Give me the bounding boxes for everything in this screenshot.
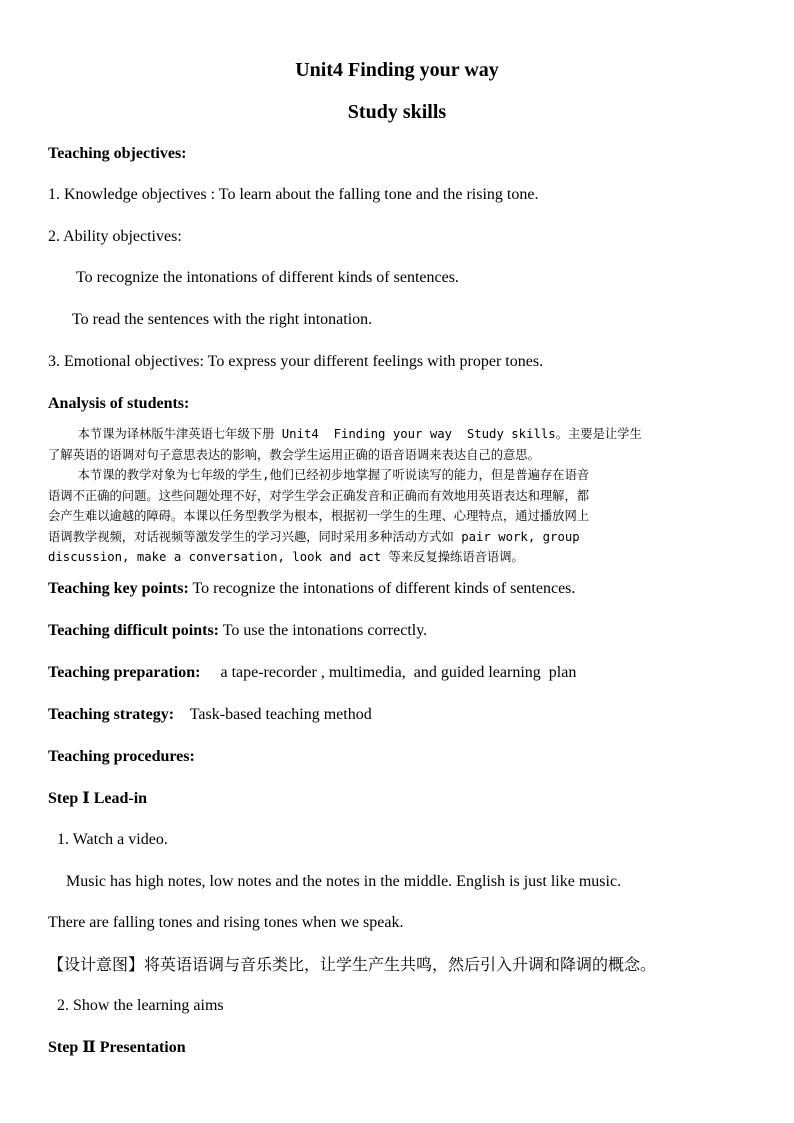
teaching-strategy xyxy=(48,705,372,725)
step1-item-learning-aims: 2. Show the learning aims xyxy=(57,997,224,1014)
teaching-preparation xyxy=(48,663,576,683)
analysis-line: 会产生难以逾越的障碍。本课以任务型教学为根本，根据初一学生的生理、心理特点，通过播放网上 xyxy=(48,509,590,523)
key-points-text: To recognize the intonations of different kinds of sentences. xyxy=(188,580,576,597)
strategy-label: Teaching strategy: xyxy=(48,706,175,723)
analysis-line: 语调不正确的问题。这些问题处理不好，对学生学会正确发音和正确而有效地用英语表达和理解，都 xyxy=(48,488,590,503)
document-title: Unit4 Finding your way xyxy=(295,59,499,81)
objective-emotional: 3. Emotional objectives: To express your different feelings with proper tones. xyxy=(48,353,544,370)
difficult-points xyxy=(48,621,427,641)
step2-heading: Step Ⅱ Presentation xyxy=(48,1039,186,1056)
strategy-text: Task-based teaching method xyxy=(174,706,372,723)
key-points-label: Teaching key points: xyxy=(48,580,189,597)
analysis-line: discussion, make a conversation, look and act 等来反复操练语音语调。 xyxy=(48,550,524,564)
objective-ability-read: To read the sentences with the right intonation. xyxy=(72,311,373,328)
analysis-line: 语调教学视频，对话视频等激发学生的学习兴趣，同时采用多种活动方式如 pair work, group xyxy=(48,529,580,544)
procedures-heading: Teaching procedures: xyxy=(48,748,195,765)
difficult-points-label: Teaching difficult points: xyxy=(48,622,219,639)
step1-tones-text: There are falling tones and rising tones when we speak. xyxy=(48,914,404,931)
key-points xyxy=(48,579,575,599)
document-subtitle: Study skills xyxy=(347,101,447,123)
objectives-heading: Teaching objectives: xyxy=(48,145,187,162)
objective-ability-recognize: To recognize the intonations of different kinds of sentences. xyxy=(76,269,459,286)
analysis-line: 本节课的教学对象为七年级的学生,他们已经初步地掌握了听说读写的能力，但是普遍存在语音 xyxy=(48,468,590,482)
step1-design-intent: 【设计意图】将英语语调与音乐类比，让学生产生共鸣，然后引入升调和降调的概念。 xyxy=(48,955,657,974)
analysis-line: 了解英语的语调对句子意思表达的影响，教会学生运用正确的语音语调来表达自己的意思。 xyxy=(48,447,540,462)
step1-heading: Step Ⅰ Lead-in xyxy=(48,790,148,807)
analysis-line: 本节课为译林版牛津英语七年级下册 Unit4 Finding your way Study skills。主要是让学生 xyxy=(48,427,642,441)
preparation-text: a tape-recorder , multimedia, and guided learning plan xyxy=(200,664,577,681)
preparation-label: Teaching preparation: xyxy=(48,664,201,681)
step1-music-text: Music has high notes, low notes and the notes in the middle. English is just like music. xyxy=(66,873,622,890)
objective-knowledge: 1. Knowledge objectives : To learn about the falling tone and the rising tone. xyxy=(48,186,539,203)
objective-ability: 2. Ability objectives: xyxy=(48,228,182,245)
analysis-heading: Analysis of students: xyxy=(48,395,190,412)
step1-item-watch-video: 1. Watch a video. xyxy=(57,831,168,848)
difficult-points-text: To use the intonations correctly. xyxy=(219,622,428,639)
